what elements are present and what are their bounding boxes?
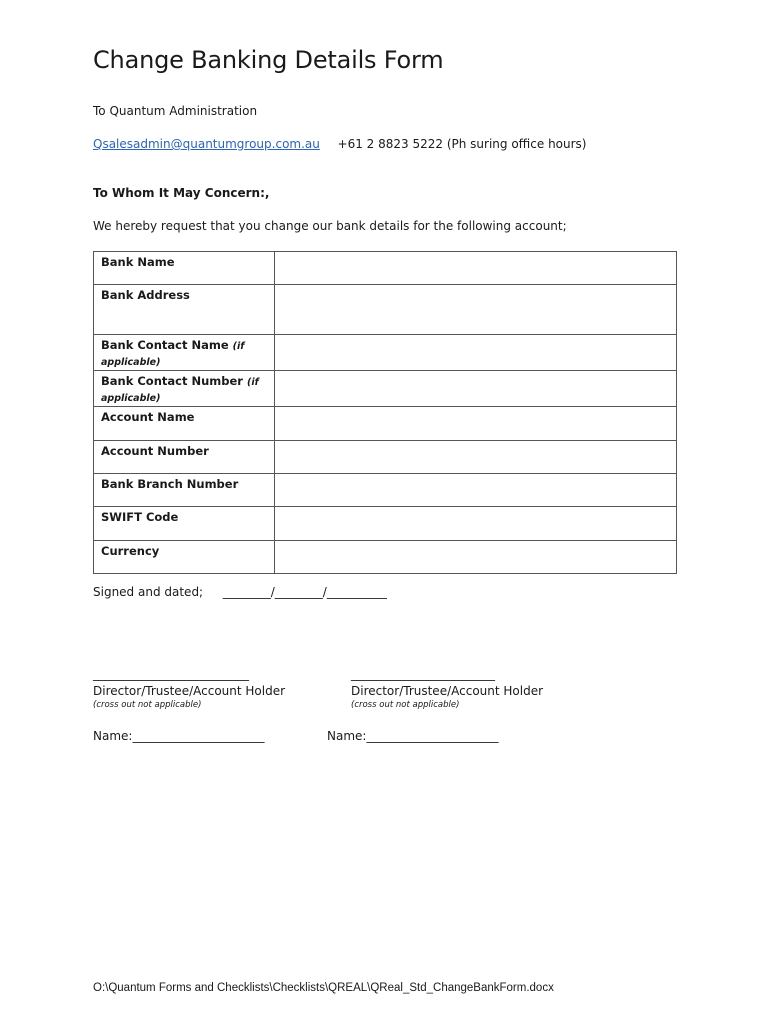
bank-details-table <box>93 251 677 574</box>
cross-out-note-right: (cross out not applicable) <box>351 700 460 710</box>
signer-role-left: Director/Trustee/Account Holder <box>93 684 286 698</box>
bank-branch-number-field[interactable] <box>275 474 677 507</box>
salutation: To Whom It May Concern:, <box>93 186 270 200</box>
footer-file-path: O:\Quantum Forms and Checklists\Checklists\QREAL\QReal_Std_ChangeBankForm.docx <box>93 982 554 994</box>
row-label: SWIFT Code <box>94 507 275 541</box>
recipient-line: To Quantum Administration <box>93 104 258 118</box>
swift-code-field[interactable] <box>275 507 677 541</box>
phone-text: +61 2 8823 5222 (Ph suring office hours) <box>337 137 587 151</box>
row-label: Bank Name <box>94 252 275 285</box>
name-field-left[interactable]: Name:______________________ <box>93 729 265 743</box>
name-field-right[interactable]: Name:______________________ <box>327 729 499 743</box>
contact-line <box>93 137 586 151</box>
row-label: Account Number <box>94 441 275 474</box>
table-row <box>94 252 677 285</box>
signed-dated-label: Signed and dated; <box>93 585 204 599</box>
signer-role-right: Director/Trustee/Account Holder <box>351 684 544 698</box>
account-number-field[interactable] <box>275 441 677 474</box>
table-row <box>94 507 677 541</box>
row-label: Currency <box>94 541 275 574</box>
signature-line-left[interactable]: __________________________ <box>93 667 249 681</box>
table-row <box>94 285 677 335</box>
account-name-field[interactable] <box>275 407 677 441</box>
signed-dated-line <box>93 585 387 599</box>
row-label: Bank Contact Name (if applicable) <box>94 335 275 371</box>
signature-line-right[interactable]: ________________________ <box>351 667 495 681</box>
table-row <box>94 474 677 507</box>
row-label: Bank Contact Number (if applicable) <box>94 371 275 407</box>
table-row <box>94 335 677 371</box>
bank-address-field[interactable] <box>275 285 677 335</box>
page-title: Change Banking Details Form <box>93 46 444 74</box>
row-label: Bank Address <box>94 285 275 335</box>
table-row <box>94 541 677 574</box>
currency-field[interactable] <box>275 541 677 574</box>
row-label: Bank Branch Number <box>94 474 275 507</box>
date-blank[interactable]: ________/________/__________ <box>222 585 387 599</box>
email-link[interactable]: Qsalesadmin@quantumgroup.com.au <box>93 137 320 151</box>
table-row <box>94 441 677 474</box>
cross-out-note-left: (cross out not applicable) <box>93 700 202 710</box>
request-text: We hereby request that you change our bank details for the following account; <box>93 219 567 233</box>
bank-contact-name-field[interactable] <box>275 335 677 371</box>
table-row <box>94 371 677 407</box>
table-row <box>94 407 677 441</box>
row-label: Account Name <box>94 407 275 441</box>
bank-contact-number-field[interactable] <box>275 371 677 407</box>
bank-name-field[interactable] <box>275 252 677 285</box>
